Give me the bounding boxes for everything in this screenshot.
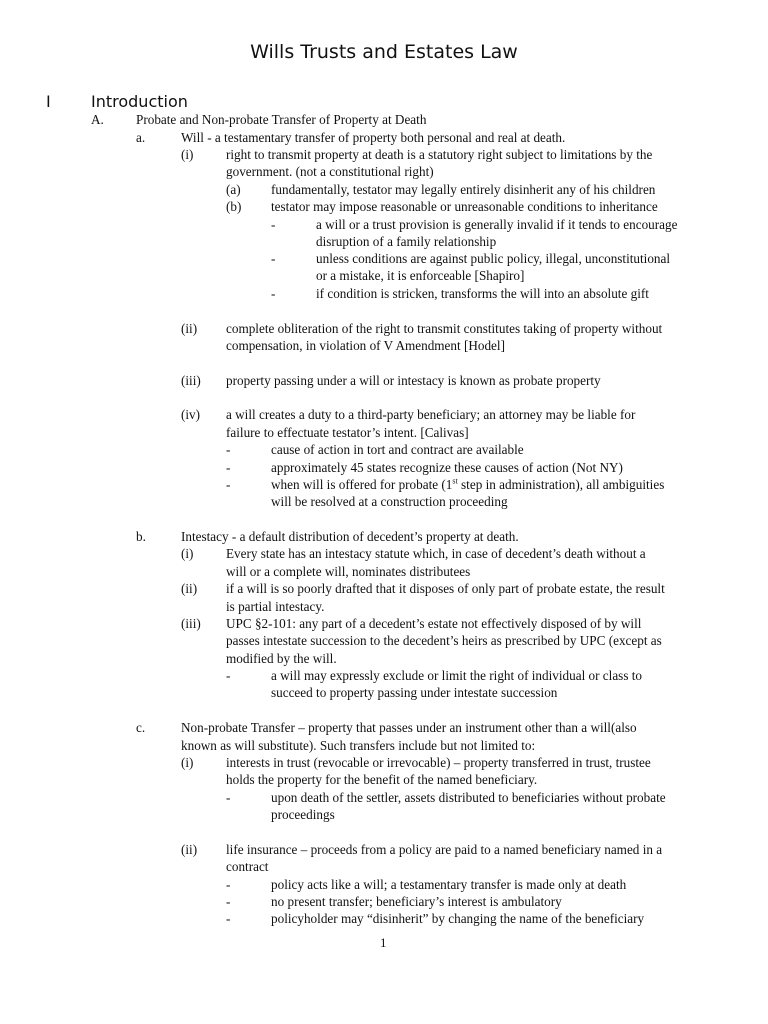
outline-text: modified by the will.	[226, 651, 337, 666]
outline-marker-a-i-a: (a)	[226, 182, 241, 197]
bullet-text: policy acts like a will; a testamentary transfer is made only at death	[271, 877, 627, 892]
outline-text: government. (not a constitutional right)	[226, 164, 434, 179]
section-title: Introduction	[91, 92, 188, 111]
bullet-text: upon death of the settler, assets distributed to beneficiaries without probate	[271, 790, 666, 805]
bullet-text: policyholder may “disinherit” by changing the name of the beneficiary	[271, 911, 645, 926]
outline-marker-b-iii: (iii)	[181, 616, 201, 631]
outline-heading-A: Probate and Non-probate Transfer of Property at Death	[136, 112, 427, 127]
outline-text: testator may impose reasonable or unreasonable conditions to inheritance	[271, 199, 658, 214]
outline-marker-a-iv: (iv)	[181, 407, 201, 422]
bullet-text: cause of action in tort and contract are available	[271, 442, 524, 457]
bullet-dash: -	[226, 894, 231, 909]
bullet-text: disruption of a family relationship	[316, 234, 497, 249]
document-title: Wills Trusts and Estates Law	[250, 41, 518, 63]
will-definition: Will - a testamentary transfer of property both personal and real at death.	[181, 130, 566, 145]
bullet-text: a will or a trust provision is generally invalid if it tends to encourage	[316, 217, 678, 232]
outline-marker-a: a.	[136, 130, 146, 145]
bullet-text: succeed to property passing under intestate succession	[271, 685, 558, 700]
bullet-dash: -	[271, 217, 276, 232]
bullet-text: if condition is stricken, transforms the will into an absolute gift	[316, 286, 649, 301]
bullet-dash: -	[226, 442, 231, 457]
section-number: I	[46, 92, 51, 111]
bullet-dash: -	[226, 911, 231, 926]
outline-text: if a will is so poorly drafted that it disposes of only part of probate estate, the result	[226, 581, 665, 596]
outline-marker-c-ii: (ii)	[181, 842, 198, 857]
outline-text: will or a complete will, nominates distributees	[226, 564, 471, 579]
outline-text: UPC §2-101: any part of a decedent’s estate not effectively disposed of by will	[226, 616, 642, 631]
outline-text: Every state has an intestacy statute which, in case of decedent’s death without a	[226, 546, 646, 561]
outline-marker-b-ii: (ii)	[181, 581, 198, 596]
outline-text: holds the property for the benefit of the named beneficiary.	[226, 772, 538, 787]
bullet-text	[271, 476, 664, 494]
outline-marker-a-iii: (iii)	[181, 373, 201, 388]
outline-marker-a-i-b: (b)	[226, 199, 242, 214]
bullet-text: no present transfer; beneficiary’s interest is ambulatory	[271, 894, 562, 909]
bullet-dash: -	[226, 477, 231, 492]
bullet-text: or a mistake, it is enforceable [Shapiro]	[316, 268, 525, 283]
outline-text: complete obliteration of the right to transmit constitutes taking of property without	[226, 321, 663, 336]
bullet-text: will be resolved at a construction proceeding	[271, 494, 508, 509]
bullet-dash: -	[226, 460, 231, 475]
non-probate-definition: known as will substitute). Such transfers include but not limited to:	[181, 738, 536, 753]
intestacy-definition: Intestacy - a default distribution of decedent’s property at death.	[181, 529, 519, 544]
outline-text: failure to effectuate testator’s intent. [Calivas]	[226, 425, 469, 440]
outline-marker-a-ii: (ii)	[181, 321, 198, 336]
outline-text: right to transmit property at death is a statutory right subject to limitations by the	[226, 147, 653, 162]
bullet-dash: -	[226, 790, 231, 805]
bullet-dash: -	[226, 877, 231, 892]
outline-text: interests in trust (revocable or irrevocable) – property transferred in trust, trustee	[226, 755, 651, 770]
bullet-text: unless conditions are against public policy, illegal, unconstitutional	[316, 251, 671, 266]
bullet-text-part: when will is offered for probate (1	[271, 477, 453, 492]
bullet-dash: -	[271, 251, 276, 266]
outline-marker-b-i: (i)	[181, 546, 194, 561]
page-number: 1	[380, 935, 387, 950]
superscript: st	[452, 476, 458, 486]
bullet-text-part: step in administration), all ambiguities	[457, 477, 665, 492]
outline-text: compensation, in violation of V Amendment [Hodel]	[226, 338, 505, 353]
outline-text: is partial intestacy.	[226, 599, 325, 614]
bullet-text: proceedings	[271, 807, 335, 822]
outline-text: a will creates a duty to a third-party beneficiary; an attorney may be liable for	[226, 407, 636, 422]
outline-text: life insurance – proceeds from a policy are paid to a named beneficiary named in a	[226, 842, 663, 857]
outline-marker-a-i: (i)	[181, 147, 194, 162]
outline-text: fundamentally, testator may legally entirely disinherit any of his children	[271, 182, 656, 197]
bullet-text: approximately 45 states recognize these causes of action (Not NY)	[271, 460, 623, 475]
outline-marker-b: b.	[136, 529, 146, 544]
bullet-dash: -	[271, 286, 276, 301]
bullet-text: a will may expressly exclude or limit the right of individual or class to	[271, 668, 643, 683]
outline-text: property passing under a will or intestacy is known as probate property	[226, 373, 601, 388]
outline-marker-c-i: (i)	[181, 755, 194, 770]
non-probate-definition: Non-probate Transfer – property that passes under an instrument other than a will(also	[181, 720, 637, 735]
outline-marker-c: c.	[136, 720, 146, 735]
outline-text: contract	[226, 859, 269, 874]
outline-text: passes intestate succession to the decedent’s heirs as prescribed by UPC (except as	[226, 633, 662, 648]
outline-marker-A: A.	[91, 112, 104, 127]
bullet-dash: -	[226, 668, 231, 683]
